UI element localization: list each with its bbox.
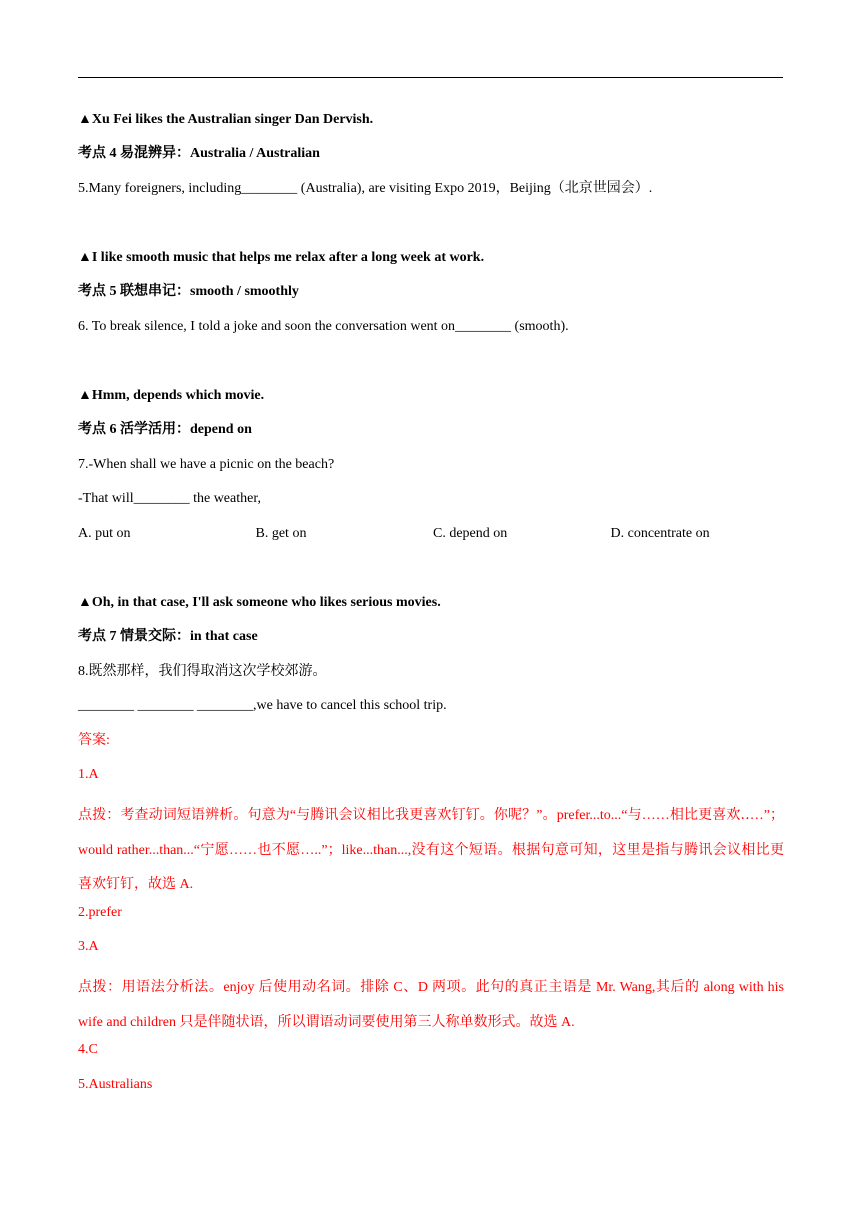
question-5: 5.Many foreigners, including________ (Australia), are visiting Expo 2019，Beijing（北京世园会）. xyxy=(78,181,653,196)
quote-line-case: ▲Oh, in that case, I'll ask someone who likes serious movies. xyxy=(78,595,441,610)
point-4-heading: 考点 4 易混辨异：Australia / Australian xyxy=(78,146,320,161)
option-c: C. depend on xyxy=(433,526,508,541)
quote-line-movie: ▲Hmm, depends which movie. xyxy=(78,388,265,403)
point-7-heading: 考点 7 情景交际：in that case xyxy=(78,629,258,644)
option-b: B. get on xyxy=(255,526,307,541)
point-5-heading: 考点 5 联想串记：smooth / smoothly xyxy=(78,284,299,299)
answer-3-explanation: 点拨：用语法分析法。enjoy 后使用动名词。排除 C、D 两项。此句的真正主语是 Mr. Wang,其后的 along with his wife and children 只是伴随状语，所以谓语动词要使用第三人称单数形式。故选 A. xyxy=(78,980,784,1030)
question-7: 7.-When shall we have a picnic on the beach? xyxy=(78,457,335,472)
question-7-options xyxy=(78,524,788,544)
header-rule xyxy=(78,77,783,78)
option-d: D. concentrate on xyxy=(610,526,710,541)
question-8: 8.既然那样，我们得取消这次学校郊游。 xyxy=(78,664,327,679)
point-6-heading: 考点 6 活学活用：depend on xyxy=(78,422,252,437)
answer-1-explanation: 点拨：考查动词短语辨析。句意为“与腾讯会议相比我更喜欢钉钉。你呢？”。prefer...to...“与……相比更喜欢‥…”；would rather...than...“宁愿……也不愿…..”；like...than...,没有这个短语。根据句意可知，这里是指与腾讯会议相比更喜欢钉钉，故选 A. xyxy=(78,808,784,892)
quote-line-xufei: ▲Xu Fei likes the Australian singer Dan Dervish. xyxy=(78,112,374,127)
answer-1: 1.A xyxy=(78,767,99,782)
answer-5: 5.Australians xyxy=(78,1077,153,1092)
answer-4: 4.C xyxy=(78,1042,98,1057)
answer-3: 3.A xyxy=(78,939,99,954)
answer-2: 2.prefer xyxy=(78,905,122,920)
answers-heading: 答案: xyxy=(78,733,110,748)
question-7-answer-line: -That will________ the weather, xyxy=(78,491,261,506)
quote-line-smooth: ▲I like smooth music that helps me relax after a long week at work. xyxy=(78,250,485,265)
question-8-blank-line: ________ ________ ________,we have to cancel this school trip. xyxy=(78,698,447,713)
question-6: 6. To break silence, I told a joke and soon the conversation went on________ (smooth). xyxy=(78,319,569,334)
option-a: A. put on xyxy=(78,526,131,541)
